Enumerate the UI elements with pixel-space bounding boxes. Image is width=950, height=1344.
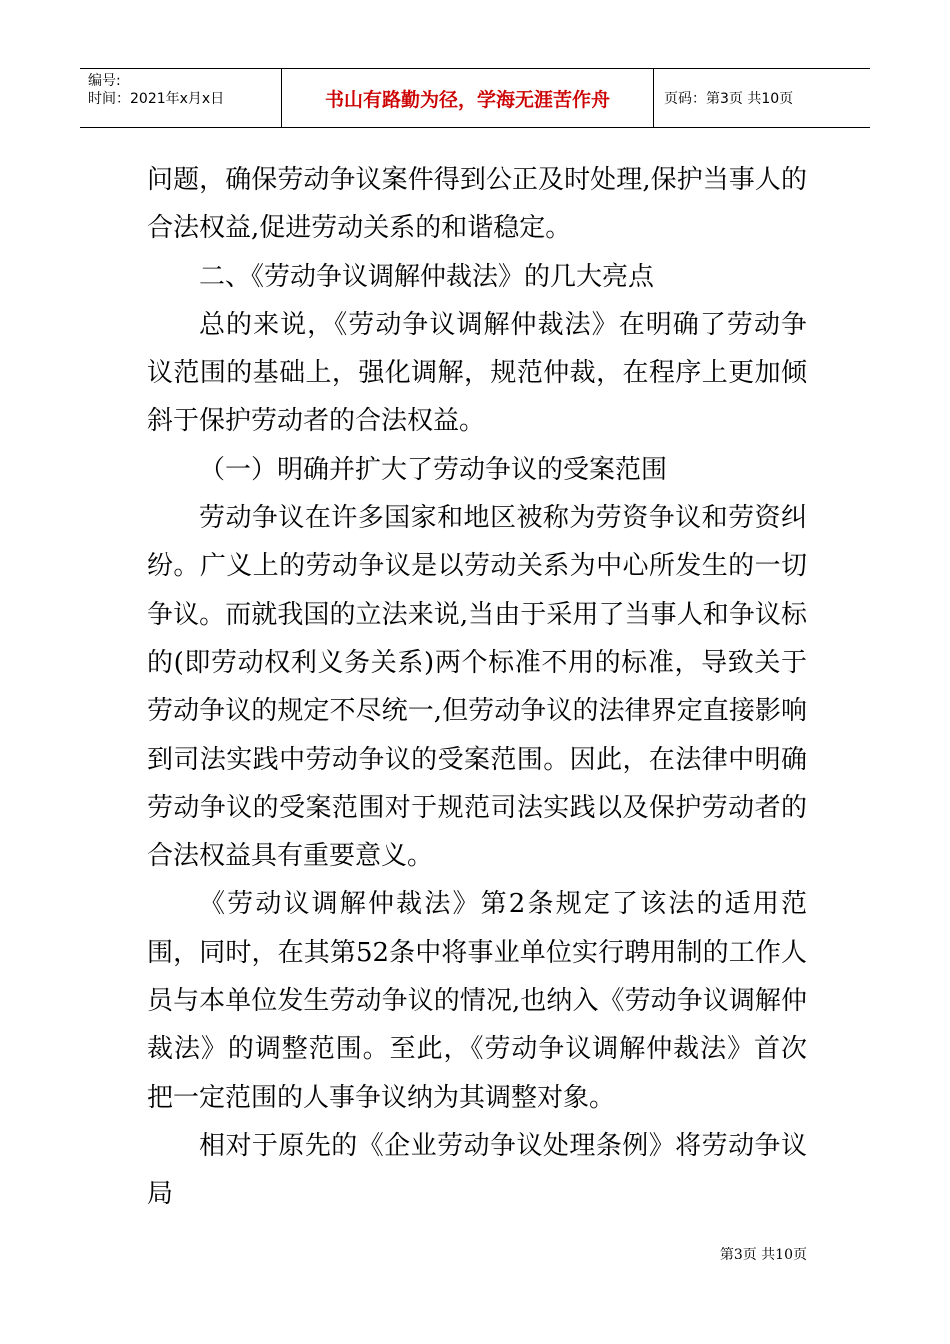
- subsection-heading: （一）明确并扩大了劳动争议的受案范围: [199, 454, 668, 485]
- paragraph: 相对于原先的《企业劳动争议处理条例》将劳动争议局: [147, 1130, 807, 1210]
- header-motto: 书山有路勤为径，学海无涯苦作舟: [282, 69, 654, 127]
- header-page-info: 页码：第3页 共10页: [664, 91, 794, 107]
- paragraph: 总的来说，《劳动争议调解仲裁法》在明确了劳动争议范围的基础上，强化调解，规范仲裁，在程序上更加倾斜于保护劳动者的合法权益。: [147, 309, 807, 437]
- paragraph: 《劳动议调解仲裁法》第2条规定了该法的适用范围，同时，在其第52条中将事业单位实行聘用制的工作人员与本单位发生劳动争议的情况,也纳入《劳动争议调解仲裁法》的调整范围。至此，《劳动争议调解仲裁法》首次把一定范围的人事争议纳为其调整对象。: [147, 889, 807, 1113]
- number-label: 编号:: [88, 73, 121, 89]
- paragraph: 劳动争议在许多国家和地区被称为劳资争议和劳资纠纷。广义上的劳动争议是以劳动关系为中心所发生的一切争议。而就我国的立法来说,当由于采用了当事人和争议标的(即劳动权利义务关系)两个标准不用的标准，导致关于劳动争议的规定不尽统一,但劳动争议的法律界定直接影响到司法实践中劳动争议的受案范围。因此，在法律中明确劳动争议的受案范围对于规范司法实践以及保护劳动者的合法权益具有重要意义。: [147, 503, 807, 872]
- page-footer: 第3页 共10页: [719, 1247, 807, 1263]
- document-header: [80, 68, 870, 128]
- section-heading: 二、《劳动争议调解仲裁法》的几大亮点: [199, 261, 655, 292]
- paragraph-continued: 问题，确保劳动争议案件得到公正及时处理,保护当事人的合法权益,促进劳动关系的和谐稳定。: [147, 165, 807, 244]
- time-label: 时间：2021年x月x日: [88, 91, 225, 107]
- document-body: [147, 156, 807, 1219]
- header-meta: [80, 69, 282, 127]
